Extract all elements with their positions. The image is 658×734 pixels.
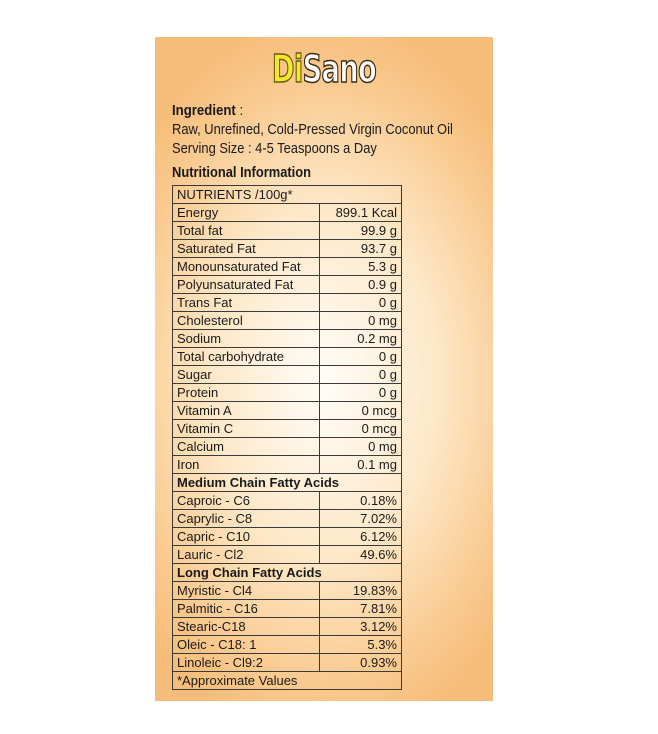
nutrient-value: 899.1 Kcal <box>320 204 402 222</box>
table-row <box>173 402 402 420</box>
nutrient-name: Caprylic - C8 <box>173 510 320 528</box>
table-row <box>173 240 402 258</box>
nutrient-name: Saturated Fat <box>173 240 320 258</box>
nutrient-name: Total carbohydrate <box>173 348 320 366</box>
medium-chain-heading: Medium Chain Fatty Acids <box>173 474 402 492</box>
nutrient-name: Sugar <box>173 366 320 384</box>
brand-logo <box>202 47 445 91</box>
nutrient-name: Linoleic - Cl9:2 <box>173 654 320 672</box>
table-row <box>173 204 402 222</box>
table-row <box>173 330 402 348</box>
nutrient-value: 5.3% <box>320 636 402 654</box>
nutrient-value: 0 mcg <box>320 402 402 420</box>
nutrient-name: Vitamin C <box>173 420 320 438</box>
table-row <box>173 258 402 276</box>
table-row <box>173 384 402 402</box>
nutrient-value: 6.12% <box>320 528 402 546</box>
nutrient-value: 0 g <box>320 366 402 384</box>
nutrient-name: Palmitic - C16 <box>173 600 320 618</box>
nutrient-value: 19.83% <box>320 582 402 600</box>
nutrient-name: Trans Fat <box>173 294 320 312</box>
nutrient-value: 99.9 g <box>320 222 402 240</box>
nutrient-name: Polyunsaturated Fat <box>173 276 320 294</box>
brand-logo-part1: Di <box>271 47 303 91</box>
nutrition-title: Nutritional Information <box>172 164 312 181</box>
nutrient-name: Lauric - Cl2 <box>173 546 320 564</box>
table-row <box>173 654 402 672</box>
nutrient-name: Calcium <box>173 438 320 456</box>
nutrient-name: Cholesterol <box>173 312 320 330</box>
footnote: *Approximate Values <box>173 672 402 690</box>
nutrient-name: Capric - C10 <box>173 528 320 546</box>
ingredient-block <box>172 102 485 158</box>
nutrition-table <box>172 185 402 690</box>
nutrient-value: 0 g <box>320 294 402 312</box>
table-row <box>173 366 402 384</box>
nutrient-value: 0 mg <box>320 438 402 456</box>
nutrient-name: Monounsaturated Fat <box>173 258 320 276</box>
ingredient-description: Raw, Unrefined, Cold-Pressed Virgin Coconut Oil <box>172 121 453 138</box>
nutrient-value: 5.3 g <box>320 258 402 276</box>
table-header: NUTRIENTS /100g* <box>173 186 402 204</box>
nutrient-value: 7.02% <box>320 510 402 528</box>
footnote-row <box>173 672 402 690</box>
nutrient-value: 7.81% <box>320 600 402 618</box>
nutrient-name: Myristic - Cl4 <box>173 582 320 600</box>
table-row <box>173 276 402 294</box>
table-row <box>173 312 402 330</box>
table-row <box>173 456 402 474</box>
nutrient-name: Protein <box>173 384 320 402</box>
nutrient-name: Total fat <box>173 222 320 240</box>
nutrient-value: 49.6% <box>320 546 402 564</box>
nutrient-value: 0 g <box>320 348 402 366</box>
nutrient-name: Vitamin A <box>173 402 320 420</box>
nutrient-value: 0 mg <box>320 312 402 330</box>
nutrient-value: 0.1 mg <box>320 456 402 474</box>
table-row <box>173 618 402 636</box>
table-row <box>173 582 402 600</box>
table-row <box>173 420 402 438</box>
ingredient-heading-colon: : <box>239 102 244 119</box>
table-row <box>173 636 402 654</box>
label-panel <box>155 37 493 701</box>
nutrient-name: Oleic - C18: 1 <box>173 636 320 654</box>
nutrient-value: 0.9 g <box>320 276 402 294</box>
table-row <box>173 348 402 366</box>
ingredient-heading-text: Ingredient <box>172 102 236 119</box>
nutrient-name: Iron <box>173 456 320 474</box>
table-row <box>173 600 402 618</box>
table-row <box>173 294 402 312</box>
nutrient-value: 0.2 mg <box>320 330 402 348</box>
table-row <box>173 438 402 456</box>
nutrient-value: 3.12% <box>320 618 402 636</box>
table-row <box>173 222 402 240</box>
nutrient-name: Caproic - C6 <box>173 492 320 510</box>
table-row <box>173 492 402 510</box>
long-chain-heading: Long Chain Fatty Acids <box>173 564 402 582</box>
nutrient-value: 0.18% <box>320 492 402 510</box>
nutrient-name: Stearic-C18 <box>173 618 320 636</box>
brand-logo-part2: Sano <box>302 47 377 91</box>
serving-size: Serving Size : 4-5 Teaspoons a Day <box>172 140 377 157</box>
long-chain-heading-row <box>173 564 402 582</box>
medium-chain-heading-row <box>173 474 402 492</box>
nutrient-name: Energy <box>173 204 320 222</box>
ingredient-heading <box>172 102 447 120</box>
table-row <box>173 528 402 546</box>
nutrient-value: 0 mcg <box>320 420 402 438</box>
nutrient-value: 93.7 g <box>320 240 402 258</box>
nutrient-value: 0.93% <box>320 654 402 672</box>
table-row <box>173 510 402 528</box>
table-header-row <box>173 186 402 204</box>
nutrient-value: 0 g <box>320 384 402 402</box>
nutrient-name: Sodium <box>173 330 320 348</box>
table-row <box>173 546 402 564</box>
